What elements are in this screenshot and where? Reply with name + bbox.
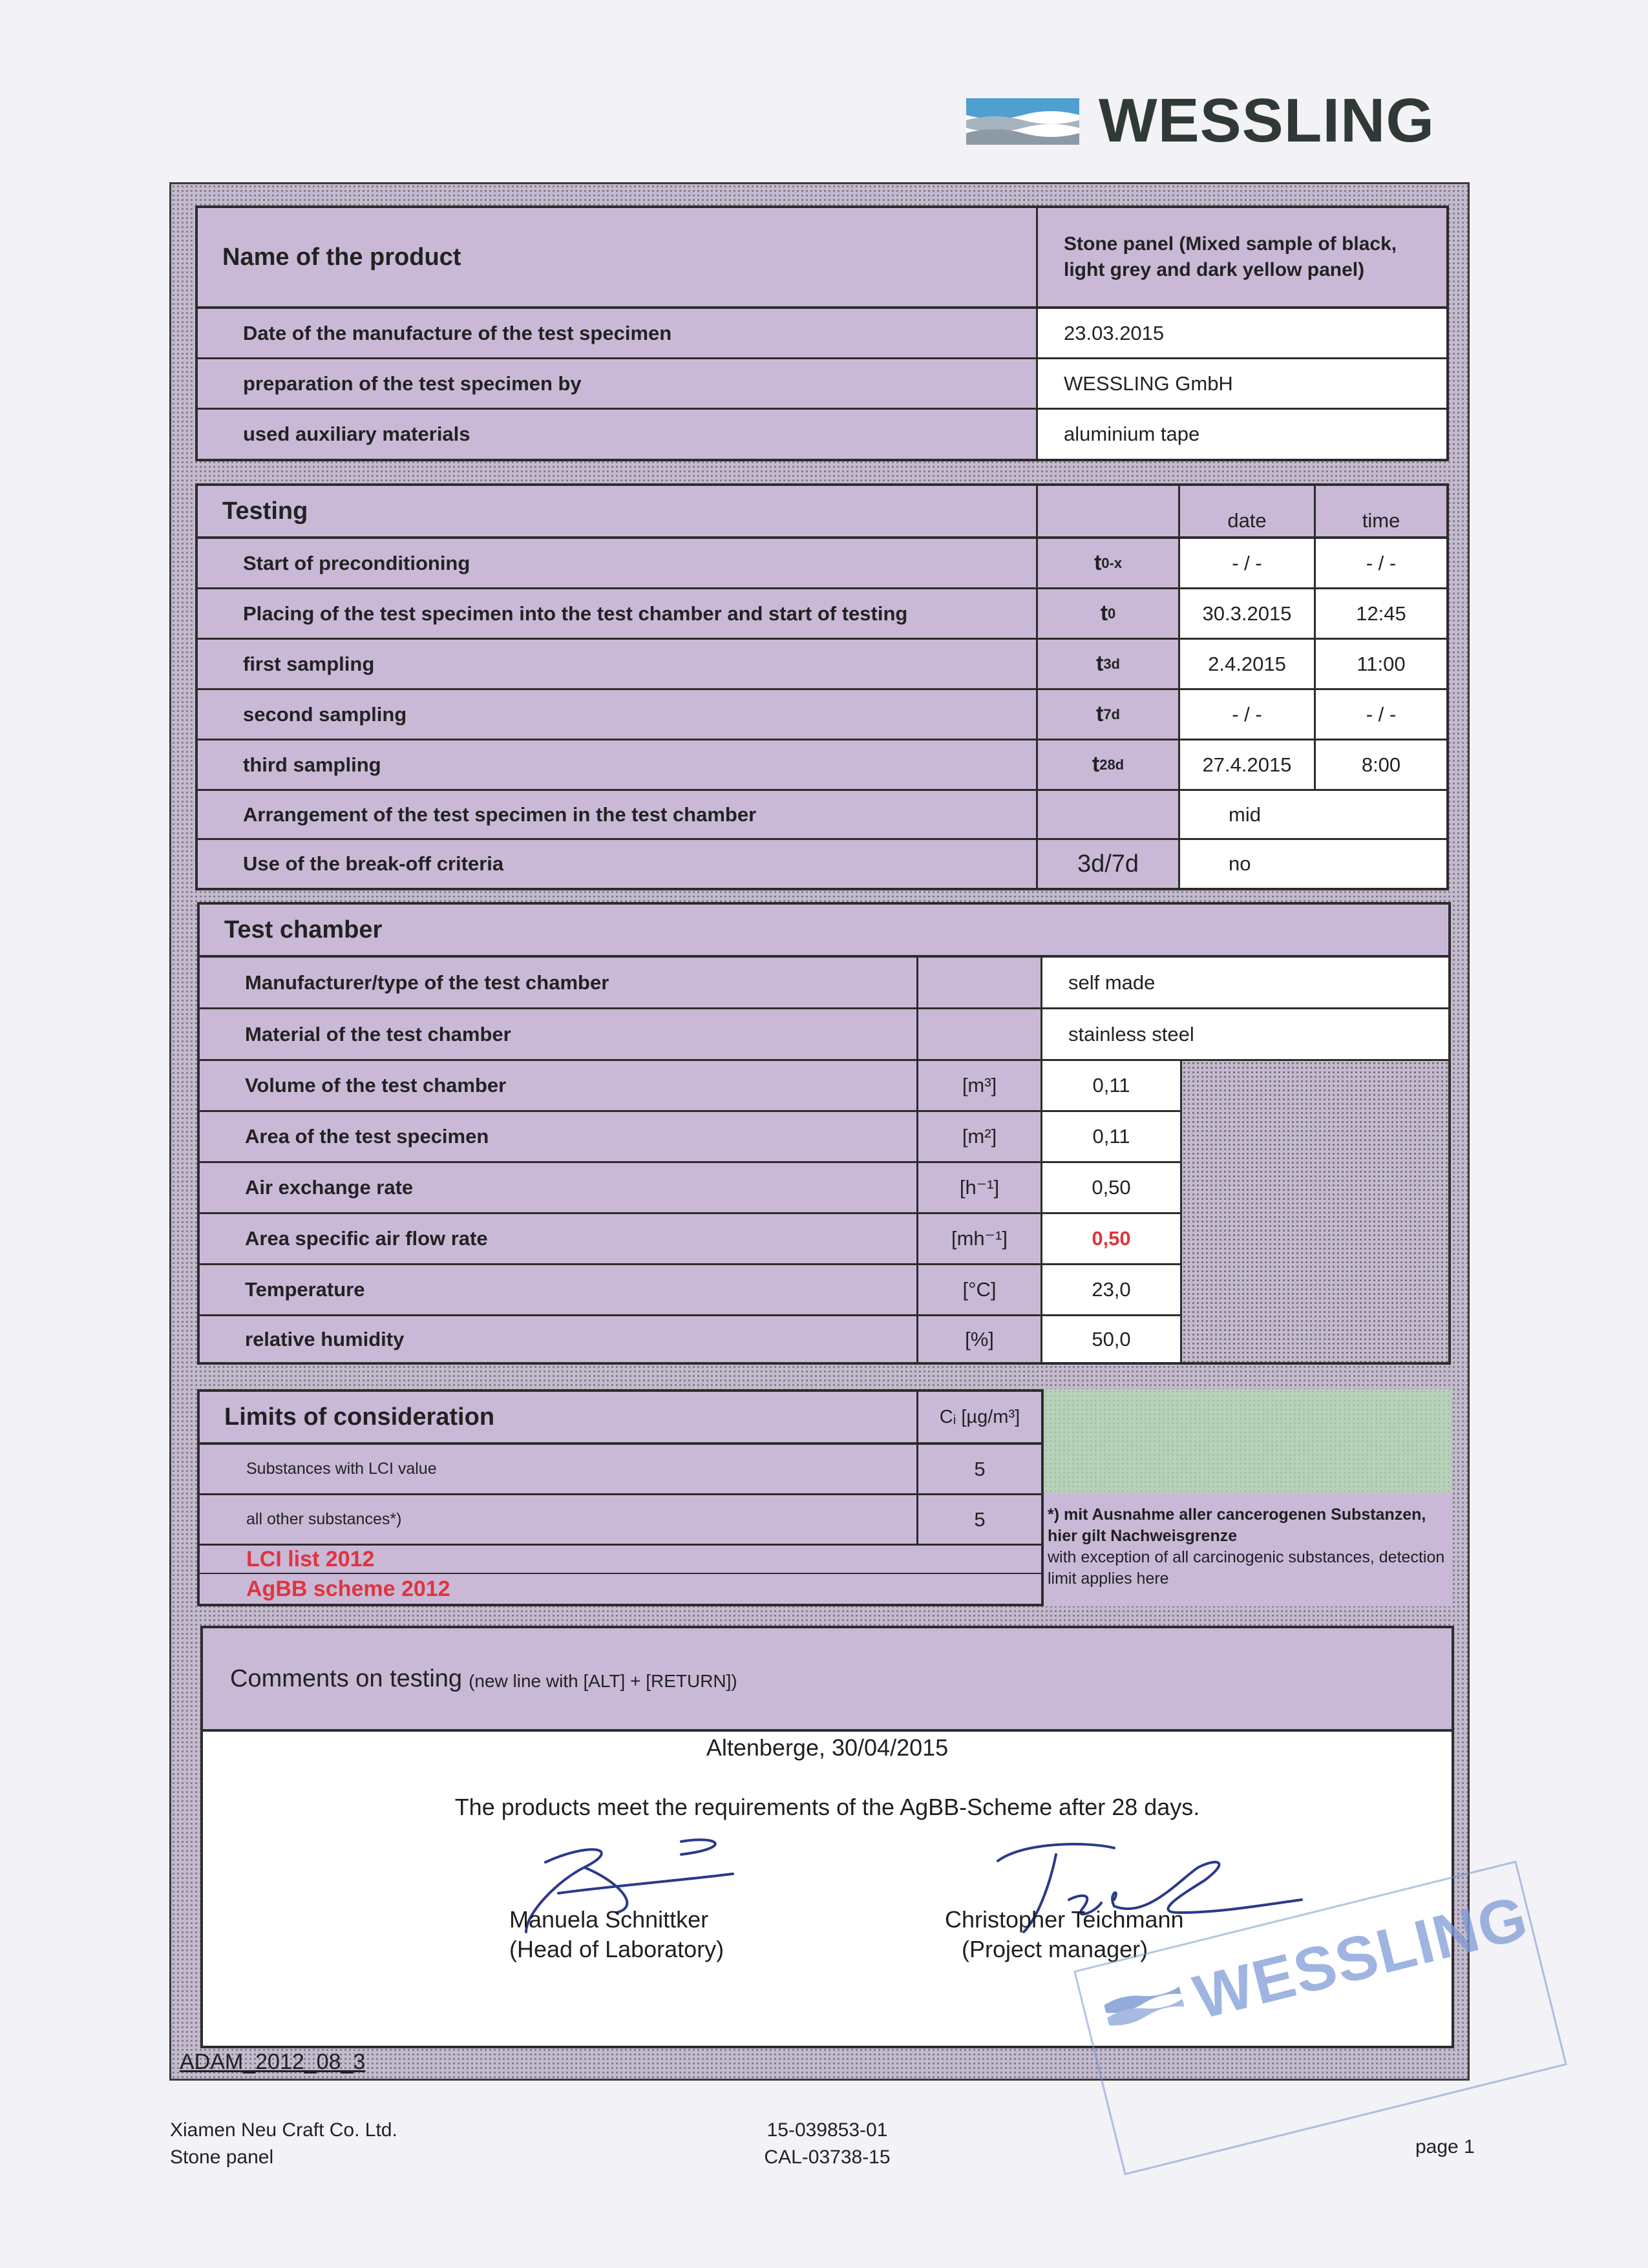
temperature-value: 23,0 xyxy=(1042,1265,1182,1316)
temperature-unit: [°C] xyxy=(918,1265,1042,1316)
limits-title: Limits of consideration xyxy=(200,1392,918,1445)
lci-substances-value: 5 xyxy=(918,1445,1041,1495)
t0-symbol xyxy=(1038,589,1180,640)
signer2-role: (Project manager) xyxy=(962,1936,1148,1962)
arrangement-label: Arrangement of the test specimen in the test chamber xyxy=(198,791,1038,840)
signer1-name: Manuela Schnittker xyxy=(509,1906,709,1933)
second-sampling-date: - / - xyxy=(1180,690,1316,740)
product-name-label: Name of the product xyxy=(198,208,1038,309)
testing-symbol-header xyxy=(1038,486,1180,539)
logo-text: WESSLING xyxy=(1099,86,1435,155)
preparation-label: preparation of the test specimen by xyxy=(198,359,1038,410)
date-column-header: date xyxy=(1180,486,1316,539)
t-subscript: 3d xyxy=(1103,655,1120,672)
specimen-area-unit: [m²] xyxy=(918,1112,1042,1163)
air-exchange-value: 0,50 xyxy=(1042,1163,1182,1214)
air-flow-value: 0,50 xyxy=(1042,1214,1182,1265)
humidity-label: relative humidity xyxy=(200,1316,918,1362)
t-symbol: t xyxy=(1095,702,1104,726)
comments-header xyxy=(203,1628,1452,1732)
manufacture-date-value: 23.03.2015 xyxy=(1038,309,1446,359)
t28d-symbol xyxy=(1038,740,1180,791)
t-subscript: 7d xyxy=(1103,706,1120,722)
auxiliary-materials-label: used auxiliary materials xyxy=(198,410,1038,459)
first-sampling-label: first sampling xyxy=(198,640,1038,690)
signer2-name: Christopher Teichmann xyxy=(945,1906,1184,1933)
footer-calculation-number: CAL-03738-15 xyxy=(764,2147,891,2168)
start-testing-date: 30.3.2015 xyxy=(1180,589,1316,640)
preconditioning-date: - / - xyxy=(1180,539,1316,589)
chamber-manufacturer-label: Manufacturer/type of the test chamber xyxy=(200,958,918,1009)
testing-title: Testing xyxy=(198,486,1038,539)
product-section xyxy=(195,205,1449,461)
signer1-role: (Head of Laboratory) xyxy=(509,1936,724,1962)
first-sampling-time: 11:00 xyxy=(1316,640,1446,690)
arrangement-mid xyxy=(1038,791,1180,840)
t-symbol: t xyxy=(1095,651,1104,676)
stamp-logo-icon xyxy=(1103,1980,1187,2037)
third-sampling-time: 8:00 xyxy=(1316,740,1446,791)
limits-note xyxy=(1044,1493,1451,1606)
limits-note-english: with exception of all carcinogenic substances, detection limit applies here xyxy=(1048,1548,1445,1588)
temperature-label: Temperature xyxy=(200,1265,918,1316)
product-name-value: Stone panel (Mixed sample of black, light grey and dark yellow panel) xyxy=(1038,208,1446,309)
agbb-scheme-reference: AgBB scheme 2012 xyxy=(200,1574,1041,1604)
second-sampling-label: second sampling xyxy=(198,690,1038,740)
start-preconditioning-label: Start of preconditioning xyxy=(198,539,1038,589)
t-subscript: 0-x xyxy=(1101,554,1123,571)
air-exchange-unit: [h⁻¹] xyxy=(918,1163,1042,1214)
chamber-volume-unit: [m³] xyxy=(918,1061,1042,1112)
chamber-manufacturer-mid xyxy=(918,958,1042,1009)
limits-note-german: *) mit Ausnahme aller cancerogenen Substanzen, hier gilt Nachweisgrenze xyxy=(1048,1506,1426,1545)
stamp-text: WESSLING xyxy=(1187,1882,1536,2033)
chamber-volume-value: 0,11 xyxy=(1042,1061,1182,1112)
third-sampling-label: third sampling xyxy=(198,740,1038,791)
chamber-material-mid xyxy=(918,1009,1042,1061)
chamber-manufacturer-value: self made xyxy=(1042,958,1448,1009)
lci-list-reference: LCI list 2012 xyxy=(200,1546,1041,1574)
start-testing-label: Placing of the test specimen into the test chamber and start of testing xyxy=(198,589,1038,640)
limits-green-box xyxy=(1044,1389,1451,1493)
chamber-hatched-area xyxy=(1182,1061,1448,1362)
place-date: Altenberge, 30/04/2015 xyxy=(706,1734,949,1761)
air-flow-unit: [mh⁻¹] xyxy=(918,1214,1042,1265)
air-exchange-label: Air exchange rate xyxy=(200,1163,918,1214)
other-substances-value: 5 xyxy=(918,1495,1041,1546)
auxiliary-materials-value: aluminium tape xyxy=(1038,410,1446,459)
footer-client: Xiamen Neu Craft Co. Ltd. xyxy=(170,2119,397,2141)
limits-section xyxy=(197,1389,1044,1606)
first-sampling-date: 2.4.2015 xyxy=(1180,640,1316,690)
air-flow-label: Area specific air flow rate xyxy=(200,1214,918,1265)
time-column-header: time xyxy=(1316,486,1446,539)
preparation-value: WESSLING GmbH xyxy=(1038,359,1446,410)
footer-report-number: 15-039853-01 xyxy=(766,2119,888,2141)
t7d-symbol xyxy=(1038,690,1180,740)
manufacture-date-label: Date of the manufacture of the test specimen xyxy=(198,309,1038,359)
second-sampling-time: - / - xyxy=(1316,690,1446,740)
t-symbol: t xyxy=(1100,601,1108,625)
breakoff-label: Use of the break-off criteria xyxy=(198,840,1038,888)
testing-section xyxy=(195,483,1449,890)
footer-center xyxy=(724,2117,931,2171)
page-number: page 1 xyxy=(1415,2136,1475,2158)
form-code: ADAM_2012_08_3 xyxy=(180,2050,366,2074)
humidity-unit: [%] xyxy=(918,1316,1042,1362)
footer-left xyxy=(170,2117,397,2171)
t-symbol: t xyxy=(1092,752,1100,777)
limits-unit: Cᵢ [µg/m³] xyxy=(918,1392,1041,1445)
chamber-material-value: stainless steel xyxy=(1042,1009,1448,1061)
start-testing-time: 12:45 xyxy=(1316,589,1446,640)
third-sampling-date: 27.4.2015 xyxy=(1180,740,1316,791)
breakoff-value: no xyxy=(1180,840,1446,888)
t0x-symbol xyxy=(1038,539,1180,589)
other-substances-label: all other substances*) xyxy=(200,1495,918,1546)
footer-product: Stone panel xyxy=(170,2147,274,2168)
specimen-area-value: 0,11 xyxy=(1042,1112,1182,1163)
chamber-material-label: Material of the test chamber xyxy=(200,1009,918,1061)
t-subscript: 0 xyxy=(1108,605,1116,622)
breakoff-mid: 3d/7d xyxy=(1038,840,1180,888)
humidity-value: 50,0 xyxy=(1042,1316,1182,1362)
preconditioning-time: - / - xyxy=(1316,539,1446,589)
specimen-area-label: Area of the test specimen xyxy=(200,1112,918,1163)
chamber-title: Test chamber xyxy=(200,905,1448,958)
comments-title: Comments on testing xyxy=(230,1664,463,1692)
t-symbol: t xyxy=(1093,551,1102,575)
conformity-statement: The products meet the requirements of the AgBB-Scheme after 28 days. xyxy=(454,1794,1200,1820)
arrangement-value: mid xyxy=(1180,791,1446,840)
t-subscript: 28d xyxy=(1099,756,1125,773)
comments-hint: (new line with [ALT] + [RETURN]) xyxy=(469,1671,737,1691)
lci-substances-label: Substances with LCI value xyxy=(200,1445,918,1495)
wessling-logo-icon xyxy=(966,98,1079,145)
chamber-section xyxy=(197,902,1451,1365)
chamber-volume-label: Volume of the test chamber xyxy=(200,1061,918,1112)
t3d-symbol xyxy=(1038,640,1180,690)
